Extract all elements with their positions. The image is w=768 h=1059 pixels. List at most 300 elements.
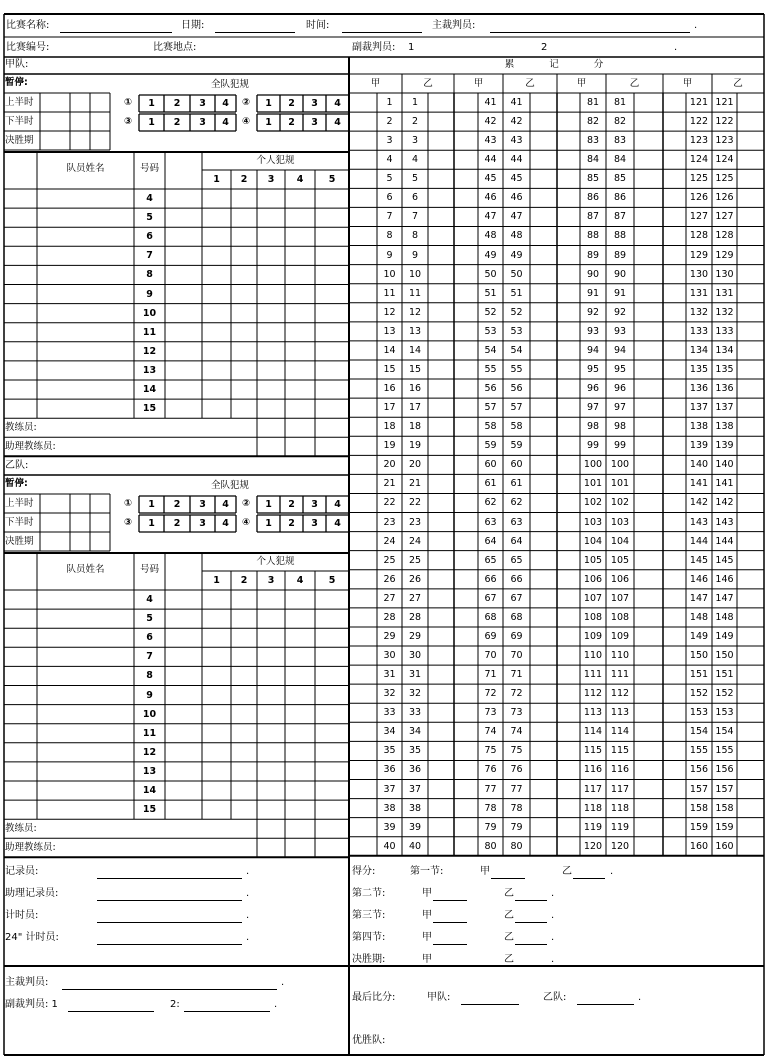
- running-score-b-121: 121: [715, 97, 734, 108]
- running-score-a-86: 86: [586, 192, 600, 204]
- sig-assistant-referee-1-field[interactable]: [68, 1011, 154, 1012]
- running-score-b-141: 141: [715, 478, 734, 490]
- running-score-a-113: 113: [583, 707, 603, 719]
- running-score-a-94: 94: [586, 344, 600, 356]
- running-score-b-42: 42: [510, 116, 523, 128]
- running-score-b-112: 112: [610, 688, 630, 700]
- team-b-team-foul-0-b-0: 1: [265, 499, 272, 510]
- team-b-jersey-7: 7: [146, 651, 153, 663]
- running-score-a-136: 136: [689, 383, 709, 395]
- shot-clock-field[interactable]: [97, 944, 242, 945]
- running-score-header-7: 乙: [733, 78, 743, 89]
- running-score-header-1: 乙: [423, 78, 433, 89]
- running-score-b-70: 70: [510, 650, 523, 662]
- team-b-team-foul-0-a-3: 4: [222, 499, 229, 510]
- running-score-a-105: 105: [583, 554, 603, 566]
- sig-assistant-referee-label: 副裁判员: 1: [5, 999, 58, 1010]
- dot: .: [281, 977, 285, 988]
- team-b-jersey-9: 9: [146, 689, 153, 701]
- team-a-jersey-7: 7: [146, 250, 153, 262]
- scorer-label: 记录员:: [5, 866, 39, 877]
- running-score-a-13: 13: [383, 325, 396, 337]
- final-team-b-field[interactable]: [577, 1004, 634, 1005]
- running-score-a-73: 73: [484, 707, 497, 719]
- team-a-team-foul-0-b-2: 3: [311, 98, 318, 109]
- running-score-header-5: 乙: [629, 78, 640, 89]
- running-score-b-92: 92: [613, 306, 627, 318]
- running-score-b-31: 31: [408, 669, 422, 681]
- running-score-a-144: 144: [689, 535, 709, 547]
- running-score-b-113: 113: [610, 707, 630, 719]
- running-score-b-44: 44: [510, 154, 523, 166]
- q2-b-label: 乙: [504, 888, 514, 899]
- running-score-a-56: 56: [484, 383, 497, 395]
- running-score-b-143: 143: [715, 516, 734, 528]
- running-score-b-47: 47: [510, 211, 523, 223]
- team-b-period-2: 决胜期: [5, 536, 34, 547]
- running-score-a-85: 85: [586, 173, 600, 185]
- running-score-b-66: 66: [510, 573, 523, 585]
- running-score-a-50: 50: [484, 268, 497, 280]
- running-score-b-88: 88: [613, 230, 627, 242]
- running-score-a-108: 108: [583, 611, 603, 623]
- running-score-b-86: 86: [613, 192, 627, 204]
- running-score-a-104: 104: [583, 535, 603, 547]
- running-score-b-110: 110: [610, 650, 630, 662]
- running-score-a-140: 140: [689, 459, 709, 471]
- running-score-b-114: 114: [610, 726, 630, 738]
- team-a-jersey-11: 11: [142, 326, 157, 338]
- team-a-col-number: 号码: [139, 163, 159, 174]
- team-a-team-foul-0-b-3: 4: [334, 98, 341, 109]
- ot-a-field[interactable]: [433, 966, 467, 967]
- running-score-b-2: 2: [411, 116, 419, 128]
- running-score-b-131: 131: [715, 287, 734, 299]
- q3-b-field[interactable]: [515, 922, 547, 923]
- team-b-team-foul-1-b-2: 3: [311, 518, 318, 529]
- timer-field[interactable]: [97, 922, 242, 923]
- running-score-a-10: 10: [383, 268, 396, 280]
- running-score-a-103: 103: [583, 516, 603, 528]
- running-score-b-68: 68: [510, 611, 523, 623]
- q4-label: 第四节:: [352, 932, 386, 943]
- running-score-b-50: 50: [510, 268, 523, 280]
- running-score-b-29: 29: [408, 630, 422, 642]
- q4-a-label: 甲: [422, 932, 432, 943]
- team-a-jersey-13: 13: [142, 364, 157, 376]
- running-score-b-109: 109: [610, 630, 630, 642]
- running-score-b-24: 24: [408, 535, 422, 547]
- running-score-b-11: 11: [408, 287, 422, 299]
- running-score-b-158: 158: [715, 802, 734, 814]
- running-score-a-122: 122: [689, 116, 709, 128]
- team-a-team-foul-1-b-2: 3: [311, 117, 318, 128]
- dot: .: [246, 866, 250, 877]
- running-score-a-109: 109: [583, 630, 603, 642]
- running-score-a-88: 88: [586, 230, 600, 242]
- team-a-jersey-12: 12: [142, 345, 157, 357]
- team-b-personal-foul-3: 4: [296, 575, 304, 586]
- running-score-b-97: 97: [613, 402, 627, 414]
- running-score-b-17: 17: [408, 402, 422, 414]
- team-a-team-foul-1-b-3: 4: [334, 117, 341, 128]
- running-score-b-102: 102: [610, 497, 630, 509]
- ot-a-label: 甲: [422, 954, 432, 965]
- running-score-a-82: 82: [586, 116, 600, 128]
- running-score-b-12: 12: [408, 306, 422, 318]
- running-score-b-129: 129: [715, 249, 734, 261]
- running-score-b-64: 64: [510, 535, 523, 547]
- running-score-b-81: 81: [613, 97, 627, 108]
- team-a-period-1: 下半时: [5, 116, 34, 127]
- running-score-a-100: 100: [583, 459, 603, 471]
- team-a-personal-foul-2: 3: [267, 174, 275, 185]
- running-score-b-37: 37: [408, 783, 422, 795]
- q3-b-label: 乙: [504, 910, 514, 921]
- q4-b-field[interactable]: [515, 944, 547, 945]
- running-score-b-142: 142: [715, 497, 734, 509]
- running-score-b-154: 154: [715, 726, 734, 738]
- running-score-b-84: 84: [613, 154, 627, 166]
- running-score-a-90: 90: [586, 268, 600, 280]
- chief-referee-field[interactable]: [490, 32, 690, 33]
- running-score-a-36: 36: [383, 764, 396, 776]
- running-score-a-98: 98: [586, 421, 600, 433]
- assistant-scorer-field[interactable]: [97, 900, 242, 901]
- running-score-b-48: 48: [510, 230, 523, 242]
- running-score-a-51: 51: [484, 287, 497, 299]
- team-a-team-foul-1-a-2: 3: [199, 117, 206, 128]
- dot: .: [246, 910, 250, 921]
- running-score-a-41: 41: [484, 97, 497, 108]
- running-score-a-38: 38: [383, 802, 396, 814]
- final-team-a-field[interactable]: [461, 1004, 519, 1005]
- running-score-b-138: 138: [715, 421, 734, 433]
- team-a-team-foul-0-b-0: 1: [265, 98, 272, 109]
- running-score-b-79: 79: [510, 821, 523, 833]
- team-b-period-0: 上半时: [5, 498, 34, 509]
- running-score-a-118: 118: [583, 802, 603, 814]
- team-b-team-foul-0-b-1: 2: [288, 499, 295, 510]
- team-b-assistant-coach-label: 助理教练员:: [5, 842, 56, 854]
- running-score-a-16: 16: [383, 383, 396, 395]
- running-score-a-47: 47: [484, 211, 497, 223]
- team-a-team-foul-1-b-0: 1: [265, 117, 272, 128]
- running-score-b-118: 118: [610, 802, 630, 814]
- running-score-a-43: 43: [484, 135, 497, 147]
- running-score-b-1: 1: [411, 97, 419, 108]
- running-score-b-51: 51: [510, 287, 523, 299]
- running-score-a-137: 137: [689, 402, 709, 414]
- running-score-b-75: 75: [510, 745, 523, 757]
- running-score-a-110: 110: [583, 650, 603, 662]
- q2-b-field[interactable]: [515, 900, 547, 901]
- sig-assistant-referee-2-field[interactable]: [184, 1011, 270, 1012]
- running-score-b-90: 90: [613, 268, 627, 280]
- running-score-header-2: 甲: [473, 78, 484, 89]
- winner-label: 优胜队:: [352, 1035, 386, 1046]
- running-score-b-85: 85: [613, 173, 627, 185]
- running-score-b-18: 18: [408, 421, 422, 433]
- running-score-b-87: 87: [613, 211, 627, 223]
- running-score-a-9: 9: [386, 249, 393, 261]
- team-b-jersey-15: 15: [142, 804, 157, 816]
- running-score-a-26: 26: [383, 573, 396, 585]
- running-score-a-157: 157: [689, 783, 709, 795]
- running-score-b-96: 96: [613, 383, 627, 395]
- team-b-quarter-mark-0-1: ②: [241, 498, 251, 509]
- running-score-b-145: 145: [715, 554, 734, 566]
- running-score-b-117: 117: [610, 783, 630, 795]
- sig-chief-referee-field[interactable]: [62, 989, 277, 990]
- running-score-a-101: 101: [583, 478, 603, 490]
- running-score-a-80: 80: [484, 840, 497, 852]
- running-score-a-114: 114: [583, 726, 603, 738]
- match-name-field[interactable]: [60, 32, 172, 33]
- score-label: 得分:: [352, 866, 376, 877]
- team-b-quarter-mark-0-0: ①: [123, 498, 133, 509]
- running-score-a-69: 69: [484, 630, 497, 642]
- running-score-a-62: 62: [484, 497, 497, 509]
- running-score-a-28: 28: [383, 611, 396, 623]
- running-score-a-18: 18: [383, 421, 396, 433]
- running-score-b-108: 108: [610, 611, 630, 623]
- running-score-b-148: 148: [715, 611, 734, 623]
- team-a-jersey-4: 4: [146, 193, 153, 204]
- running-score-b-33: 33: [408, 707, 422, 719]
- running-score-header-4: 甲: [576, 78, 587, 89]
- running-score-b-103: 103: [610, 516, 630, 528]
- running-score-a-22: 22: [383, 497, 396, 509]
- team-b-jersey-13: 13: [142, 765, 157, 777]
- running-score-b-6: 6: [411, 192, 419, 204]
- running-score-a-57: 57: [484, 402, 497, 414]
- running-score-b-41: 41: [510, 97, 523, 108]
- assistant-referee-label: 副裁判员:: [352, 42, 396, 53]
- dot: .: [246, 932, 250, 943]
- running-score-a-111: 111: [583, 669, 603, 681]
- running-score-b-3: 3: [411, 135, 419, 147]
- running-score-b-139: 139: [715, 440, 734, 452]
- scorer-field[interactable]: [97, 878, 242, 879]
- running-score-a-148: 148: [689, 611, 709, 623]
- running-score-a-68: 68: [484, 611, 497, 623]
- running-score-a-83: 83: [586, 135, 600, 147]
- running-score-a-133: 133: [689, 325, 709, 337]
- running-score-b-115: 115: [610, 745, 630, 757]
- running-score-a-115: 115: [583, 745, 603, 757]
- running-score-a-44: 44: [484, 154, 497, 166]
- running-score-a-78: 78: [484, 802, 497, 814]
- running-score-b-49: 49: [510, 249, 523, 261]
- running-score-a-7: 7: [386, 211, 393, 223]
- running-score-b-13: 13: [408, 325, 422, 337]
- running-score-a-46: 46: [484, 192, 497, 204]
- running-score-b-36: 36: [408, 764, 422, 776]
- team-b-timeout-label: 暂停:: [5, 478, 28, 489]
- running-score-b-54: 54: [510, 344, 523, 356]
- running-score-a-45: 45: [484, 173, 497, 185]
- ot-b-field[interactable]: [515, 966, 547, 967]
- running-score-a-35: 35: [383, 745, 396, 757]
- running-score-a-84: 84: [586, 154, 600, 166]
- running-score-b-20: 20: [408, 459, 422, 471]
- running-score-a-6: 6: [386, 192, 393, 204]
- running-score-header-6: 甲: [682, 78, 693, 89]
- team-b-team-foul-1-a-2: 3: [199, 518, 206, 529]
- team-b-team-foul-0-a-1: 2: [173, 499, 181, 510]
- team-a-jersey-5: 5: [146, 212, 153, 224]
- final-team-b-label: 乙队:: [543, 992, 567, 1003]
- assistant-referee-2: 2: [541, 42, 548, 53]
- running-score-b-34: 34: [408, 726, 422, 738]
- running-score-a-106: 106: [583, 573, 603, 585]
- q4-b-label: 乙: [504, 932, 514, 943]
- running-score-a-40: 40: [383, 840, 396, 852]
- running-score-b-73: 73: [510, 707, 523, 719]
- q1-a-field[interactable]: [491, 878, 525, 879]
- running-score-a-153: 153: [689, 707, 709, 719]
- team-a-personal-foul-1: 2: [240, 174, 248, 185]
- running-score-b-104: 104: [610, 535, 630, 547]
- running-score-a-139: 139: [689, 440, 709, 452]
- team-a-jersey-14: 14: [142, 384, 157, 395]
- running-score-a-141: 141: [689, 478, 709, 490]
- dot: .: [551, 954, 555, 965]
- running-score-a-96: 96: [586, 383, 600, 395]
- running-score-a-145: 145: [689, 554, 709, 566]
- running-score-b-8: 8: [411, 230, 419, 242]
- team-b-personal-foul-2: 3: [267, 575, 275, 586]
- running-score-a-5: 5: [386, 173, 393, 185]
- running-score-b-107: 107: [610, 592, 630, 604]
- running-score-a-12: 12: [383, 306, 396, 318]
- running-score-a-77: 77: [484, 783, 497, 795]
- running-score-b-22: 22: [408, 497, 422, 509]
- running-score-b-16: 16: [408, 383, 422, 395]
- q1-label: 第一节:: [410, 866, 444, 877]
- team-a-team-foul-1-a-1: 2: [173, 117, 181, 128]
- running-score-a-97: 97: [586, 402, 600, 414]
- q1-a-label: 甲: [480, 866, 490, 877]
- team-a-quarter-mark-0-1: ②: [241, 97, 251, 108]
- running-score-a-87: 87: [586, 211, 600, 223]
- final-score-label: 最后比分:: [352, 992, 396, 1003]
- team-a-assistant-coach-label: 助理教练员:: [5, 441, 56, 453]
- team-a-personal-foul-0: 1: [213, 174, 220, 185]
- running-score-a-142: 142: [689, 497, 709, 509]
- running-score-b-140: 140: [715, 459, 734, 471]
- running-score-b-123: 123: [715, 135, 734, 147]
- team-b-team-foul-0-a-2: 3: [199, 499, 206, 510]
- running-score-b-38: 38: [408, 802, 422, 814]
- team-b-team-foul-1-b-3: 4: [334, 518, 341, 529]
- team-a-period-0: 上半时: [5, 97, 34, 108]
- running-score-a-120: 120: [583, 840, 603, 852]
- running-score-b-14: 14: [408, 344, 422, 356]
- running-score-b-69: 69: [510, 630, 523, 642]
- running-score-b-30: 30: [408, 650, 422, 662]
- running-score-b-91: 91: [613, 287, 627, 299]
- running-score-b-160: 160: [715, 840, 734, 852]
- q1-b-field[interactable]: [573, 878, 605, 879]
- q2-a-field[interactable]: [433, 900, 467, 901]
- running-score-b-40: 40: [408, 840, 422, 852]
- team-a-jersey-10: 10: [142, 307, 157, 319]
- running-score-a-99: 99: [586, 440, 600, 452]
- running-score-a-60: 60: [484, 459, 497, 471]
- running-score-b-7: 7: [411, 211, 419, 223]
- running-score-a-1: 1: [386, 97, 393, 108]
- running-score-b-120: 120: [610, 840, 630, 852]
- team-a-label: 甲队:: [5, 59, 29, 70]
- team-b-col-number: 号码: [139, 564, 159, 575]
- running-score-a-42: 42: [484, 116, 497, 128]
- running-score-a-67: 67: [484, 592, 497, 604]
- running-score-a-117: 117: [583, 783, 603, 795]
- running-score-b-98: 98: [613, 421, 627, 433]
- q3-a-field[interactable]: [433, 922, 467, 923]
- sig-second-label: 2:: [170, 999, 180, 1010]
- running-score-b-150: 150: [715, 650, 734, 662]
- dot: .: [674, 42, 678, 53]
- running-score-a-150: 150: [689, 650, 709, 662]
- team-b-jersey-5: 5: [146, 613, 153, 625]
- time-field[interactable]: [342, 32, 422, 33]
- dot: .: [551, 888, 555, 899]
- running-score-b-58: 58: [510, 421, 523, 433]
- running-score-b-21: 21: [408, 478, 422, 490]
- match-name-label: 比赛名称:: [6, 20, 50, 31]
- time-label: 时间:: [306, 20, 330, 31]
- q4-a-field[interactable]: [433, 944, 467, 945]
- running-score-b-77: 77: [510, 783, 523, 795]
- running-score-b-94: 94: [613, 344, 627, 356]
- running-score-b-65: 65: [510, 554, 523, 566]
- team-a-team-foul-1-a-3: 4: [222, 117, 229, 128]
- running-score-a-3: 3: [386, 135, 393, 147]
- dot: .: [638, 992, 642, 1003]
- running-score-a-138: 138: [689, 421, 709, 433]
- running-score-title: [470, 59, 640, 71]
- running-score-b-32: 32: [408, 688, 422, 700]
- date-field[interactable]: [215, 32, 295, 33]
- running-score-a-29: 29: [383, 630, 396, 642]
- running-score-b-61: 61: [510, 478, 523, 490]
- running-score-b-74: 74: [510, 726, 523, 738]
- running-score-a-156: 156: [689, 764, 709, 776]
- running-score-a-19: 19: [383, 440, 396, 452]
- team-b-team-foul-1-b-0: 1: [265, 518, 272, 529]
- running-score-a-128: 128: [689, 230, 709, 242]
- running-score-a-14: 14: [383, 344, 396, 356]
- running-score-b-124: 124: [715, 154, 734, 166]
- team-b-col-personal-fouls: 个人犯规: [256, 556, 295, 567]
- team-a-team-fouls-label: 全队犯规: [210, 79, 249, 90]
- running-score-b-95: 95: [613, 363, 627, 375]
- running-score-a-130: 130: [689, 268, 709, 280]
- running-score-a-75: 75: [484, 745, 497, 757]
- dot: .: [551, 932, 555, 943]
- running-score-b-146: 146: [715, 573, 734, 585]
- running-score-a-54: 54: [484, 344, 497, 356]
- team-b-team-foul-1-a-0: 1: [148, 518, 155, 529]
- running-score-a-52: 52: [484, 306, 497, 318]
- team-b-coach-label: 教练员:: [5, 823, 37, 835]
- running-score-a-17: 17: [383, 402, 396, 414]
- running-score-b-67: 67: [510, 592, 523, 604]
- team-b-team-foul-1-a-3: 4: [222, 518, 229, 529]
